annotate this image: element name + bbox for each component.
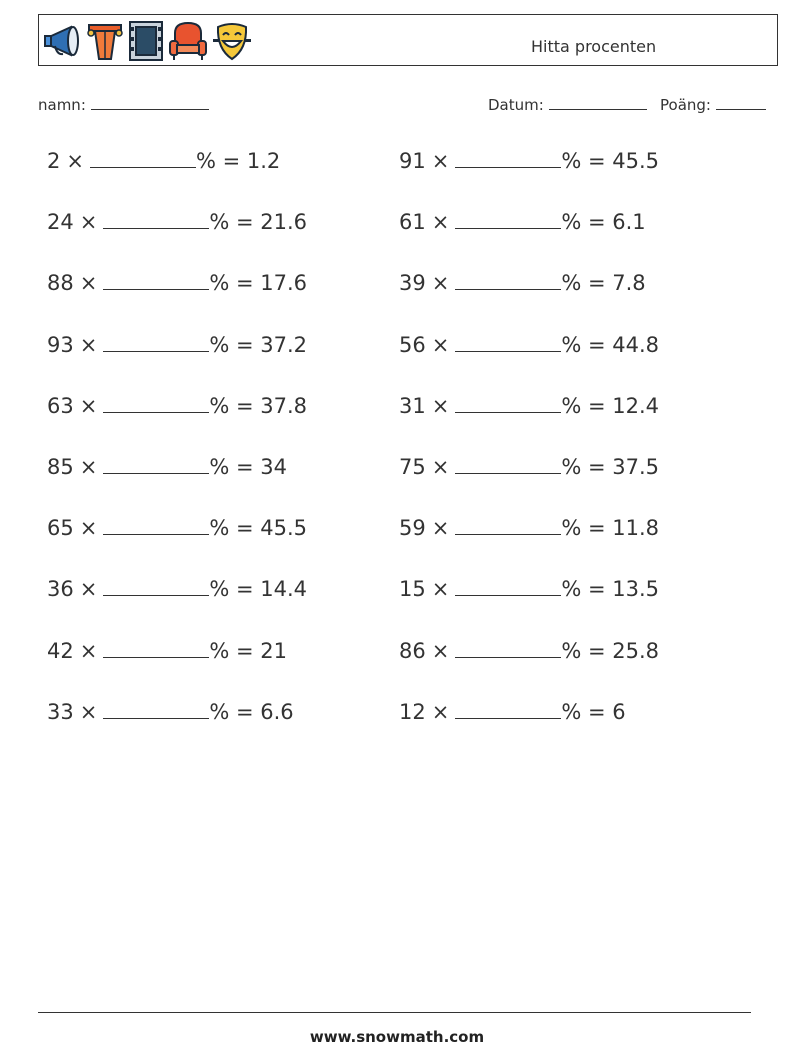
problem-result: 37.8 bbox=[260, 393, 308, 418]
problem-item[interactable] bbox=[399, 516, 659, 540]
times-sign: × bbox=[79, 455, 98, 479]
problem-item[interactable] bbox=[399, 333, 659, 357]
answer-blank[interactable] bbox=[455, 271, 561, 290]
problem-result: 45.5 bbox=[260, 516, 308, 541]
times-sign: × bbox=[79, 699, 98, 724]
answer-blank[interactable] bbox=[90, 149, 196, 168]
problem-number: 39 bbox=[399, 271, 426, 296]
problem-number: 42 bbox=[47, 638, 74, 663]
problem-result: 1.2 bbox=[246, 149, 281, 173]
answer-blank[interactable] bbox=[455, 455, 561, 474]
score-label: Poäng: bbox=[660, 96, 711, 114]
problem-number: 15 bbox=[399, 577, 426, 602]
answer-blank[interactable] bbox=[103, 516, 209, 535]
problem-item[interactable] bbox=[399, 577, 659, 601]
problem-item[interactable] bbox=[47, 577, 307, 601]
problem-item[interactable] bbox=[399, 210, 646, 234]
percent-equals: % = bbox=[561, 210, 613, 235]
name-field[interactable] bbox=[38, 95, 209, 114]
problem-item[interactable] bbox=[399, 700, 626, 724]
problem-number: 61 bbox=[399, 210, 426, 235]
problem-result: 44.8 bbox=[612, 332, 660, 357]
problem-result: 17.6 bbox=[260, 271, 308, 296]
answer-blank[interactable] bbox=[455, 700, 561, 719]
comedy-mask-icon bbox=[211, 19, 253, 63]
problem-item[interactable] bbox=[47, 333, 307, 357]
answer-blank[interactable] bbox=[103, 700, 209, 719]
name-line bbox=[91, 95, 209, 110]
answer-blank[interactable] bbox=[455, 210, 561, 229]
answer-blank[interactable] bbox=[103, 394, 209, 413]
problem-result: 7.8 bbox=[612, 271, 646, 296]
problem-result: 12.4 bbox=[612, 393, 660, 418]
times-sign: × bbox=[431, 516, 450, 541]
problem-number: 33 bbox=[47, 699, 74, 724]
percent-equals: % = bbox=[209, 699, 261, 724]
answer-blank[interactable] bbox=[455, 577, 561, 596]
problem-result: 6.1 bbox=[612, 210, 646, 235]
percent-equals: % = bbox=[209, 455, 261, 479]
times-sign: × bbox=[79, 393, 98, 418]
times-sign: × bbox=[431, 393, 450, 418]
problem-item[interactable] bbox=[47, 394, 307, 418]
problem-result: 37.2 bbox=[260, 332, 308, 357]
footer-divider bbox=[38, 1012, 751, 1013]
percent-equals: % = bbox=[561, 455, 613, 479]
percent-equals: % = bbox=[195, 149, 247, 173]
worksheet-title: Hitta procenten bbox=[531, 37, 657, 56]
percent-equals: % = bbox=[561, 271, 613, 296]
film-frame-icon bbox=[127, 19, 165, 63]
megaphone-icon bbox=[43, 19, 83, 63]
percent-equals: % = bbox=[561, 699, 613, 724]
footer-url: www.snowmath.com bbox=[309, 1028, 485, 1046]
answer-blank[interactable] bbox=[455, 149, 561, 168]
problem-item[interactable] bbox=[47, 271, 307, 295]
problem-result: 14.4 bbox=[260, 577, 308, 602]
date-label: Datum: bbox=[488, 96, 544, 114]
percent-equals: % = bbox=[209, 332, 261, 357]
answer-blank[interactable] bbox=[455, 333, 561, 352]
problem-item[interactable] bbox=[399, 271, 646, 295]
answer-blank[interactable] bbox=[103, 455, 209, 474]
times-sign: × bbox=[79, 271, 98, 296]
times-sign: × bbox=[66, 149, 84, 173]
percent-equals: % = bbox=[561, 393, 613, 418]
problem-number: 31 bbox=[399, 393, 426, 418]
problem-result: 34 bbox=[260, 455, 287, 479]
problem-result: 21 bbox=[260, 638, 287, 663]
answer-blank[interactable] bbox=[103, 271, 209, 290]
percent-equals: % = bbox=[209, 516, 261, 541]
percent-equals: % = bbox=[209, 393, 261, 418]
date-field[interactable] bbox=[488, 95, 647, 114]
answer-blank[interactable] bbox=[103, 333, 209, 352]
name-label: namn: bbox=[38, 96, 86, 114]
problem-number: 63 bbox=[47, 393, 74, 418]
problem-number: 65 bbox=[47, 516, 74, 541]
answer-blank[interactable] bbox=[103, 639, 209, 658]
problem-item[interactable] bbox=[47, 455, 287, 479]
times-sign: × bbox=[79, 516, 98, 541]
answer-blank[interactable] bbox=[455, 394, 561, 413]
header-icons bbox=[43, 19, 253, 63]
times-sign: × bbox=[431, 577, 450, 602]
problem-number: 93 bbox=[47, 332, 74, 357]
problem-number: 86 bbox=[399, 638, 426, 663]
problem-number: 12 bbox=[399, 699, 426, 724]
answer-blank[interactable] bbox=[103, 210, 209, 229]
times-sign: × bbox=[79, 638, 98, 663]
problem-number: 2 bbox=[47, 149, 61, 173]
problem-item[interactable] bbox=[399, 639, 659, 663]
times-sign: × bbox=[79, 210, 98, 235]
problem-number: 85 bbox=[47, 455, 74, 479]
times-sign: × bbox=[79, 577, 98, 602]
problem-result: 11.8 bbox=[612, 516, 660, 541]
problem-item[interactable] bbox=[47, 639, 287, 663]
times-sign: × bbox=[431, 638, 450, 663]
percent-equals: % = bbox=[561, 577, 613, 602]
worksheet-header bbox=[38, 14, 778, 66]
times-sign: × bbox=[431, 271, 450, 296]
answer-blank[interactable] bbox=[455, 516, 561, 535]
times-sign: × bbox=[431, 455, 450, 479]
problem-number: 24 bbox=[47, 210, 74, 235]
problem-result: 13.5 bbox=[612, 577, 660, 602]
problem-item[interactable] bbox=[47, 516, 307, 540]
problem-number: 36 bbox=[47, 577, 74, 602]
problem-number: 91 bbox=[399, 149, 426, 173]
problem-number: 88 bbox=[47, 271, 74, 296]
percent-equals: % = bbox=[561, 638, 613, 663]
score-line bbox=[716, 95, 766, 110]
problem-result: 45.5 bbox=[612, 149, 660, 173]
theater-stage-icon bbox=[85, 19, 125, 63]
armchair-icon bbox=[167, 19, 209, 63]
problem-result: 25.8 bbox=[612, 638, 660, 663]
score-field[interactable] bbox=[660, 95, 766, 114]
problem-item[interactable] bbox=[47, 149, 280, 173]
answer-blank[interactable] bbox=[455, 639, 561, 658]
date-line bbox=[549, 95, 647, 110]
times-sign: × bbox=[431, 210, 450, 235]
problem-result: 6.6 bbox=[260, 699, 294, 724]
percent-equals: % = bbox=[561, 149, 613, 173]
percent-equals: % = bbox=[209, 577, 261, 602]
times-sign: × bbox=[431, 699, 450, 724]
percent-equals: % = bbox=[209, 271, 261, 296]
percent-equals: % = bbox=[561, 516, 613, 541]
percent-equals: % = bbox=[209, 210, 261, 235]
problem-number: 56 bbox=[399, 332, 426, 357]
percent-equals: % = bbox=[561, 332, 613, 357]
times-sign: × bbox=[431, 332, 450, 357]
problem-number: 59 bbox=[399, 516, 426, 541]
times-sign: × bbox=[79, 332, 98, 357]
problem-item[interactable] bbox=[399, 149, 659, 173]
answer-blank[interactable] bbox=[103, 577, 209, 596]
problem-item[interactable] bbox=[47, 700, 294, 724]
problem-result: 37.5 bbox=[612, 455, 660, 479]
problem-item[interactable] bbox=[399, 394, 659, 418]
problem-item[interactable] bbox=[399, 455, 659, 479]
percent-equals: % = bbox=[209, 638, 261, 663]
problem-item[interactable] bbox=[47, 210, 307, 234]
times-sign: × bbox=[431, 149, 450, 173]
problem-result: 6 bbox=[612, 699, 626, 724]
problem-number: 75 bbox=[399, 455, 426, 479]
problem-result: 21.6 bbox=[260, 210, 308, 235]
